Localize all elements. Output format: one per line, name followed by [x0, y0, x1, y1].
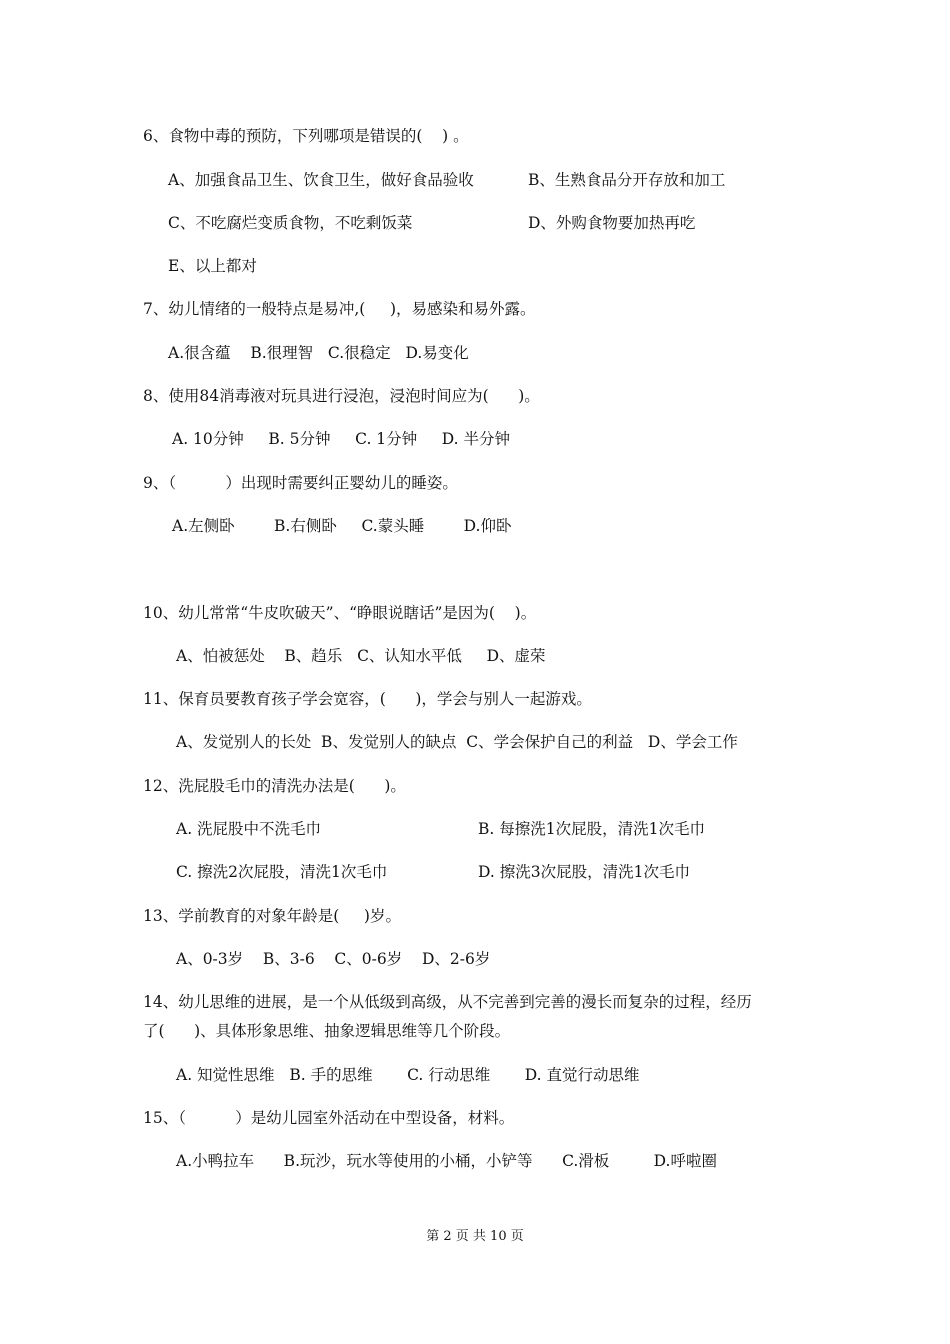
question-11-stem: 11、保育员要教育孩子学会宽容，( )，学会与别人一起游戏。 [143, 690, 592, 708]
question-8-stem: 8、使用84消毒液对玩具进行浸泡，浸泡时间应为( )。 [143, 387, 540, 405]
question-6-option-d: D、外购食物要加热再吃 [528, 214, 696, 232]
question-9-stem: 9、（ ）出现时需要纠正婴幼儿的睡姿。 [143, 474, 458, 492]
question-6-option-c: C、不吃腐烂变质食物，不吃剩饭菜 [168, 214, 413, 232]
question-10-options: A、怕被惩处 B、趋乐 C、认知水平低 D、虚荣 [176, 647, 546, 665]
question-12-option-a: A. 洗屁股中不洗毛巾 [176, 820, 322, 838]
question-12-option-d: D. 擦洗3次屁股，清洗1次毛巾 [478, 863, 690, 881]
question-8-options: A. 10分钟 B. 5分钟 C. 1分钟 D. 半分钟 [172, 430, 511, 448]
question-14-stem-continued: 了( )、具体形象思维、抽象逻辑思维等几个阶段。 [143, 1022, 511, 1040]
question-15-options: A.小鸭拉车 B.玩沙，玩水等使用的小桶，小铲等 C.滑板 D.呼啦圈 [176, 1152, 717, 1170]
question-12-option-c: C. 擦洗2次屁股，清洗1次毛巾 [176, 863, 388, 881]
page-footer: 第 2 页 共 10 页 [426, 1229, 524, 1244]
question-14-options: A. 知觉性思维 B. 手的思维 C. 行动思维 D. 直觉行动思维 [176, 1066, 640, 1084]
question-7-stem: 7、幼儿情绪的一般特点是易冲,( )，易感染和易外露。 [143, 300, 536, 318]
question-11-options: A、发觉别人的长处 B、发觉别人的缺点 C、学会保护自己的利益 D、学会工作 [176, 733, 738, 751]
question-6-option-a: A、加强食品卫生、饮食卫生，做好食品验收 [168, 171, 474, 189]
question-7-options: A.很含蕴 B.很理智 C.很稳定 D.易变化 [168, 344, 469, 362]
question-6-stem: 6、食物中毒的预防，下列哪项是错误的( ) 。 [143, 127, 469, 145]
question-6-option-e: E、以上都对 [168, 257, 257, 275]
question-15-stem: 15、（ ）是幼儿园室外活动在中型设备，材料。 [143, 1109, 515, 1127]
question-12-stem: 12、洗屁股毛巾的清洗办法是( )。 [143, 777, 406, 795]
question-13-stem: 13、学前教育的对象年龄是( )岁。 [143, 907, 401, 925]
question-10-stem: 10、幼儿常常“牛皮吹破天”、“睁眼说瞎话”是因为( )。 [143, 604, 537, 622]
question-9-options: A.左侧卧 B.右侧卧 C.蒙头睡 D.仰卧 [172, 517, 512, 535]
question-14-stem: 14、幼儿思维的进展，是一个从低级到高级，从不完善到完善的漫长而复杂的过程，经历 [143, 993, 752, 1011]
question-6-option-b: B、生熟食品分开存放和加工 [528, 171, 726, 189]
question-12-option-b: B. 每擦洗1次屁股，清洗1次毛巾 [478, 820, 705, 838]
question-13-options: A、0-3岁 B、3-6 C、0-6岁 D、2-6岁 [176, 950, 491, 968]
